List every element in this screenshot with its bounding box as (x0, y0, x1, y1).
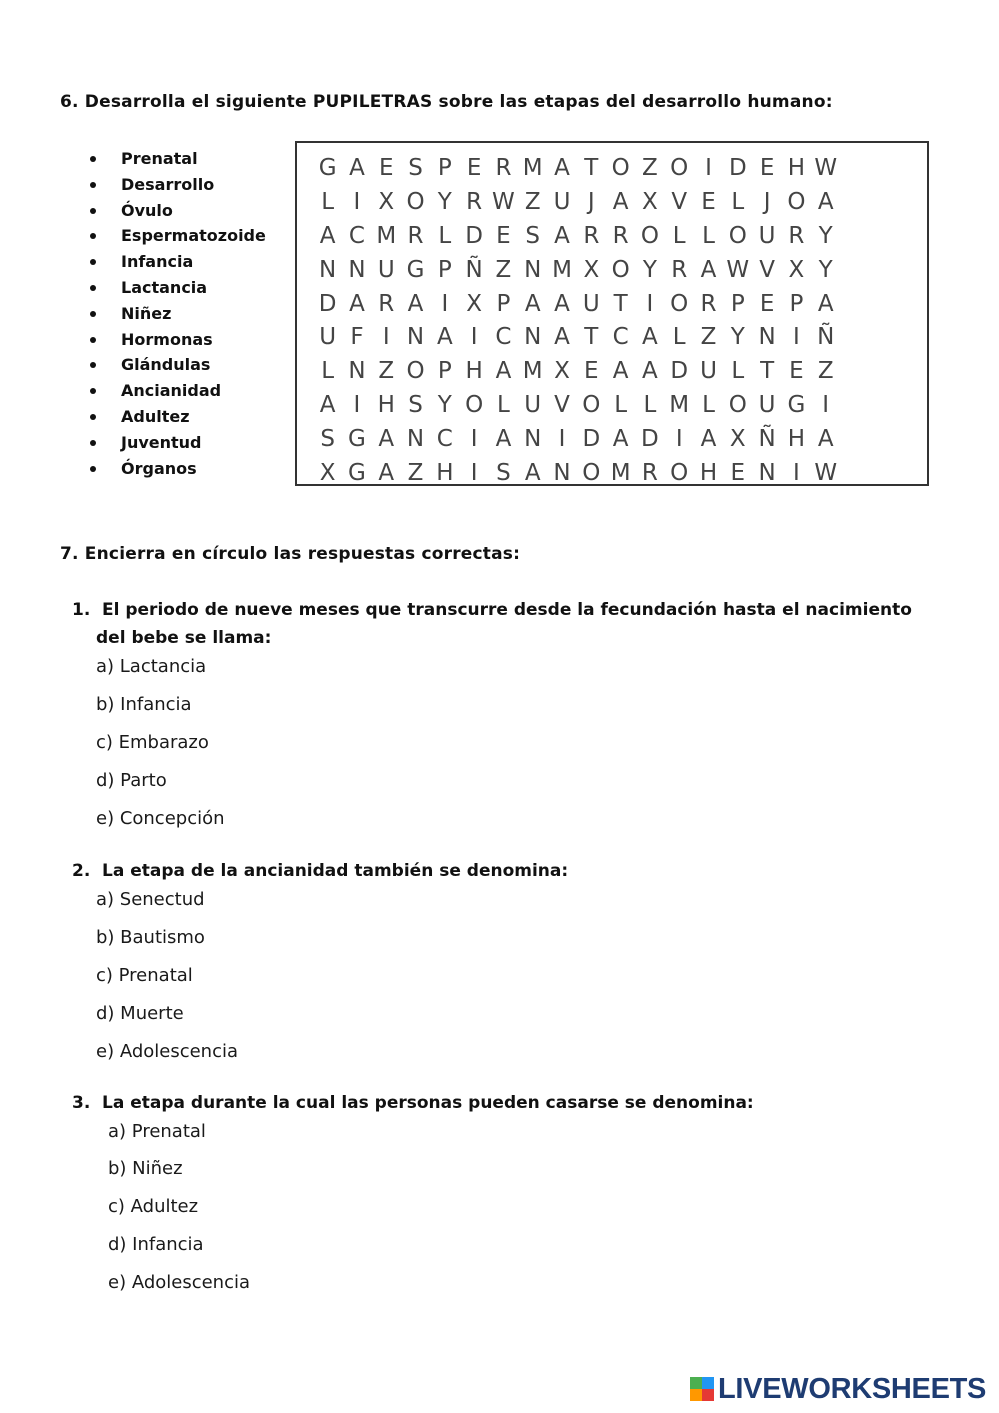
q3-option-c[interactable]: c) Adultez (108, 1196, 199, 1217)
q3-option-e[interactable]: e) Adolescencia (108, 1272, 251, 1293)
grid-cell[interactable]: L (731, 188, 745, 215)
grid-cell[interactable]: G (318, 155, 337, 181)
question-1-number: 1. (72, 600, 91, 620)
grid-cell[interactable]: U (319, 324, 337, 351)
grid-cell[interactable]: L (672, 324, 686, 351)
grid-cell[interactable]: S (408, 392, 423, 419)
grid-cell[interactable]: Y (437, 188, 452, 215)
word-list-label: Glándulas (121, 355, 211, 375)
grid-cell[interactable]: P (437, 256, 452, 283)
bullet-icon (90, 285, 96, 291)
word-list-label: Infancia (121, 252, 194, 272)
grid-cell[interactable]: A (349, 155, 365, 181)
grid-cell[interactable]: D (465, 222, 483, 249)
grid-cell[interactable]: J (587, 188, 595, 215)
grid-cell[interactable]: V (671, 188, 688, 215)
grid-cell[interactable]: U (553, 188, 571, 215)
grid-cell[interactable]: C (495, 324, 512, 351)
grid-cell[interactable]: Ñ (465, 256, 483, 283)
grid-cell[interactable]: P (730, 290, 745, 317)
grid-cell[interactable]: L (702, 222, 715, 249)
grid-cell[interactable]: A (407, 290, 424, 317)
grid-cell[interactable]: R (700, 290, 717, 317)
grid-cell[interactable]: T (584, 324, 599, 351)
liveworksheets-logo (690, 1371, 986, 1407)
grid-cell[interactable]: V (554, 392, 570, 419)
grid-cell[interactable]: I (470, 460, 478, 487)
grid-cell[interactable]: E (466, 155, 482, 181)
word-list-item (88, 249, 266, 275)
question-3-text: La etapa durante la cual las personas pueden casarse se denomina: (102, 1093, 754, 1113)
grid-cell[interactable]: X (729, 426, 746, 453)
q2-option-b[interactable]: b) Bautismo (96, 927, 205, 948)
grid-cell[interactable]: O (611, 256, 630, 283)
grid-cell[interactable]: X (378, 188, 395, 215)
grid-cell[interactable]: R (612, 222, 629, 249)
grid-cell[interactable]: H (699, 460, 718, 487)
question-3-number: 3. (72, 1093, 91, 1113)
grid-cell[interactable]: O (670, 155, 689, 181)
grid-cell[interactable]: Y (642, 256, 657, 283)
grid-cell[interactable]: O (406, 188, 425, 215)
word-list-label: Prenatal (121, 149, 198, 168)
grid-cell[interactable]: X (466, 290, 483, 317)
grid-cell[interactable]: O (670, 290, 689, 317)
q3-option-d[interactable]: d) Infancia (108, 1234, 204, 1255)
grid-cell[interactable]: A (817, 290, 834, 317)
grid-cell[interactable]: O (728, 392, 747, 419)
grid-cell[interactable]: E (378, 155, 394, 181)
section-7-heading: 7. Encierra en círculo las respuestas correctas: (60, 544, 521, 564)
grid-cell[interactable]: Z (700, 324, 717, 351)
grid-cell[interactable]: A (817, 188, 834, 215)
word-list-label: Órganos (121, 458, 197, 478)
grid-cell[interactable]: A (700, 256, 717, 283)
bullet-icon (90, 466, 96, 472)
grid-cell[interactable]: A (349, 290, 365, 317)
q1-option-d[interactable]: d) Parto (96, 770, 167, 791)
grid-cell[interactable]: I (646, 290, 654, 317)
grid-cell[interactable]: L (614, 392, 628, 419)
grid-cell[interactable]: A (642, 324, 658, 351)
grid-cell[interactable]: X (788, 256, 805, 283)
grid-row (313, 389, 927, 423)
word-list-item (88, 352, 266, 378)
grid-cell[interactable]: D (728, 155, 747, 181)
word-list-label: Óvulo (121, 200, 173, 220)
grid-cell[interactable]: S (320, 426, 335, 453)
grid-cell[interactable]: P (496, 290, 511, 317)
logo-text: LIVEWORKSHEETS (718, 1372, 987, 1405)
grid-cell[interactable]: A (524, 290, 541, 317)
grid-row (313, 321, 927, 355)
grid-cell[interactable]: I (793, 324, 800, 351)
word-list (88, 146, 266, 481)
grid-cell[interactable]: P (437, 155, 452, 181)
grid-cell[interactable]: N (524, 256, 542, 283)
grid-cell[interactable]: A (319, 392, 336, 419)
grid-cell[interactable]: A (817, 426, 834, 453)
word-list-label: Ancianidad (121, 381, 222, 401)
grid-cell[interactable]: Y (818, 222, 833, 249)
bullet-icon (90, 182, 96, 188)
grid-cell[interactable]: R (407, 222, 424, 249)
grid-cell[interactable]: D (318, 290, 337, 317)
grid-cell[interactable]: A (642, 358, 658, 385)
grid-cell[interactable]: O (670, 460, 689, 487)
grid-cell[interactable]: O (611, 155, 630, 181)
grid-cell[interactable]: A (495, 426, 512, 453)
word-list-item (88, 327, 266, 353)
grid-cell[interactable]: G (787, 392, 806, 419)
grid-cell[interactable]: X (583, 256, 600, 283)
grid-cell[interactable]: A (554, 290, 570, 317)
q2-option-c[interactable]: c) Prenatal (96, 965, 193, 986)
word-list-item (88, 301, 266, 327)
grid-cell[interactable]: M (669, 392, 690, 419)
grid-cell[interactable]: T (584, 155, 599, 181)
grid-cell[interactable]: M (552, 256, 572, 283)
bullet-icon (90, 259, 96, 265)
grid-cell[interactable]: N (348, 256, 366, 283)
grid-cell[interactable]: A (554, 155, 570, 181)
grid-cell[interactable]: M (610, 460, 631, 487)
grid-cell[interactable]: A (554, 222, 570, 249)
grid-cell[interactable]: X (554, 358, 570, 385)
grid-cell[interactable]: I (675, 426, 683, 453)
grid-cell[interactable]: U (377, 256, 395, 283)
grid-cell[interactable]: M (522, 358, 543, 385)
grid-cell[interactable]: N (319, 256, 337, 283)
grid-cell[interactable]: N (524, 324, 542, 351)
grid-row (313, 423, 927, 457)
grid-row (313, 220, 927, 254)
word-list-item (88, 430, 266, 456)
grid-cell[interactable]: A (378, 460, 395, 487)
grid-cell[interactable]: E (730, 460, 746, 487)
grid-cell[interactable]: I (353, 392, 361, 419)
q2-option-d[interactable]: d) Muerte (96, 1003, 184, 1024)
grid-cell[interactable]: Z (378, 358, 395, 385)
word-list-item (88, 456, 266, 482)
grid-cell[interactable]: A (495, 358, 512, 385)
grid-cell[interactable]: Y (818, 256, 833, 283)
grid-row (313, 288, 927, 322)
grid-cell[interactable]: U (582, 290, 600, 317)
question-1-text: El periodo de nueve meses que transcurre desde la fecundación hasta el nacimiento (102, 600, 912, 620)
grid-cell[interactable]: E (759, 290, 775, 317)
bullet-icon (90, 414, 96, 420)
question-2-number: 2. (72, 861, 91, 881)
grid-cell[interactable]: I (470, 324, 478, 351)
q3-option-b[interactable]: b) Niñez (108, 1158, 183, 1179)
grid-cell[interactable]: G (406, 256, 425, 283)
grid-cell[interactable]: M (522, 155, 543, 181)
grid-cell[interactable]: E (759, 155, 775, 181)
grid-cell[interactable]: W (726, 256, 750, 283)
grid-cell[interactable]: N (524, 426, 542, 453)
grid-cell[interactable]: L (672, 222, 686, 249)
grid-cell[interactable]: O (582, 392, 601, 419)
q3-option-a[interactable]: a) Prenatal (108, 1121, 206, 1142)
grid-cell[interactable]: R (788, 222, 805, 249)
grid-cell[interactable]: I (382, 324, 390, 351)
grid-cell[interactable]: X (319, 460, 336, 487)
grid-cell[interactable]: D (582, 426, 601, 453)
grid-cell[interactable]: W (492, 188, 515, 215)
grid-cell[interactable]: A (436, 324, 453, 351)
grid-cell[interactable]: I (793, 460, 800, 487)
grid-cell[interactable]: O (406, 358, 425, 385)
grid-cell[interactable]: I (822, 392, 830, 419)
grid-cell[interactable]: I (470, 426, 478, 453)
grid-cell[interactable]: J (763, 188, 771, 215)
word-list-label: Espermatozoide (121, 226, 266, 246)
grid-cell[interactable]: L (643, 392, 657, 419)
grid-cell[interactable]: W (814, 460, 838, 487)
grid-cell[interactable]: H (465, 358, 483, 385)
grid-cell[interactable]: R (641, 460, 658, 487)
grid-cell[interactable]: U (700, 358, 717, 385)
grid-cell[interactable]: A (319, 222, 336, 249)
grid-cell[interactable]: S (408, 155, 423, 181)
grid-cell[interactable]: A (612, 188, 629, 215)
grid-cell[interactable]: H (787, 155, 806, 181)
grid-cell[interactable]: Y (730, 324, 745, 351)
grid-cell[interactable]: G (348, 460, 366, 487)
bullet-icon (90, 156, 96, 162)
grid-cell[interactable]: P (437, 358, 452, 385)
grid-cell[interactable]: F (350, 324, 364, 351)
bullet-icon (90, 337, 96, 343)
grid-cell[interactable]: N (406, 324, 425, 351)
grid-cell[interactable]: U (524, 392, 542, 419)
grid-cell[interactable]: I (353, 188, 361, 215)
question-3 (72, 1093, 754, 1113)
grid-cell[interactable]: U (758, 392, 776, 419)
bullet-icon (90, 233, 96, 239)
grid-cell[interactable]: O (582, 460, 601, 487)
grid-cell[interactable]: Z (407, 460, 424, 487)
grid-cell[interactable]: L (438, 222, 452, 249)
grid-cell[interactable]: R (466, 188, 483, 215)
grid-cell[interactable]: O (728, 222, 747, 249)
grid-cell[interactable]: Z (524, 188, 541, 215)
grid-cell[interactable]: E (584, 358, 599, 385)
grid-cell[interactable]: L (731, 358, 745, 385)
word-list-item (88, 378, 266, 404)
grid-cell[interactable]: N (758, 324, 776, 351)
grid-cell[interactable]: H (436, 460, 454, 487)
grid-cell[interactable]: N (348, 358, 366, 385)
grid-cell[interactable]: C (612, 324, 629, 351)
grid-cell[interactable]: D (641, 426, 659, 453)
grid-cell[interactable]: T (613, 290, 628, 317)
word-list-label: Juventud (121, 432, 202, 452)
q1-option-c[interactable]: c) Embarazo (96, 732, 209, 753)
grid-cell[interactable]: W (814, 155, 838, 181)
grid-cell[interactable]: N (406, 426, 425, 453)
question-2 (72, 861, 568, 881)
grid-cell[interactable]: O (465, 392, 484, 419)
grid-cell[interactable]: O (640, 222, 659, 249)
grid-cell[interactable]: L (702, 392, 715, 419)
grid-cell[interactable]: E (789, 358, 804, 385)
grid-cell[interactable]: H (377, 392, 395, 419)
grid-cell[interactable]: R (378, 290, 395, 317)
question-2-text: La etapa de la ancianidad también se denomina: (102, 861, 569, 881)
grid-cell[interactable]: L (321, 188, 335, 215)
grid-cell[interactable]: A (612, 358, 629, 385)
grid-row (313, 457, 927, 491)
grid-row (313, 254, 927, 288)
bullet-icon (90, 208, 96, 214)
grid-cell[interactable]: D (670, 358, 689, 385)
grid-cell[interactable]: A (524, 460, 541, 487)
q2-option-e[interactable]: e) Adolescencia (96, 1041, 239, 1062)
grid-cell[interactable]: Y (437, 392, 452, 419)
word-list-label: Desarrollo (121, 174, 215, 194)
grid-cell[interactable]: C (436, 426, 453, 453)
q1-option-b[interactable]: b) Infancia (96, 694, 192, 715)
grid-cell[interactable]: G (348, 426, 366, 453)
grid-cell[interactable]: E (496, 222, 511, 249)
grid-cell[interactable]: T (760, 358, 775, 385)
bullet-icon (90, 388, 96, 394)
word-list-item (88, 172, 266, 198)
q2-option-a[interactable]: a) Senectud (96, 889, 205, 910)
grid-cell[interactable]: Ñ (817, 324, 835, 351)
grid-cell[interactable]: A (700, 426, 717, 453)
bullet-icon (90, 311, 96, 317)
grid-cell[interactable]: C (348, 222, 365, 249)
word-list-label: Adultez (121, 406, 190, 426)
grid-cell[interactable]: X (642, 188, 658, 215)
question-1 (72, 600, 912, 620)
grid-row (313, 186, 927, 220)
grid-cell[interactable]: R (583, 222, 600, 249)
liveworksheets-icon (690, 1377, 714, 1401)
word-list-item (88, 275, 266, 301)
grid-cell[interactable]: I (705, 155, 712, 181)
grid-cell[interactable]: E (701, 188, 716, 215)
grid-cell[interactable]: V (759, 256, 775, 283)
grid-cell[interactable]: R (495, 155, 512, 181)
grid-cell[interactable]: L (497, 392, 510, 419)
grid-cell[interactable]: A (378, 426, 395, 453)
grid-cell[interactable]: N (553, 460, 571, 487)
grid-cell[interactable]: A (554, 324, 570, 351)
word-list-label: Hormonas (121, 329, 213, 349)
grid-cell[interactable]: L (321, 358, 335, 385)
grid-cell[interactable]: A (612, 426, 629, 453)
grid-cell[interactable]: P (789, 290, 804, 317)
grid-cell[interactable]: N (758, 460, 776, 487)
grid-cell[interactable]: S (496, 460, 511, 487)
q1-option-e[interactable]: e) Concepción (96, 808, 225, 829)
word-list-item (88, 146, 266, 172)
word-list-label: Lactancia (121, 277, 208, 297)
grid-cell[interactable]: Z (642, 155, 658, 181)
section-6-heading: 6. Desarrolla el siguiente PUPILETRAS sobre las etapas del desarrollo humano: (60, 92, 833, 112)
grid-cell[interactable]: R (671, 256, 688, 283)
grid-cell[interactable]: I (441, 290, 449, 317)
grid-row (313, 355, 927, 389)
grid-cell[interactable]: S (525, 222, 541, 249)
grid-cell[interactable]: Z (817, 358, 834, 385)
bullet-icon (90, 440, 96, 446)
bullet-icon (90, 362, 96, 368)
grid-cell[interactable]: M (376, 222, 397, 249)
grid-cell[interactable]: H (787, 426, 806, 453)
grid-cell[interactable]: I (558, 426, 566, 453)
grid-cell[interactable]: Ñ (758, 426, 776, 453)
grid-row (313, 152, 927, 186)
word-list-item (88, 223, 266, 249)
grid-cell[interactable]: U (758, 222, 776, 249)
q1-option-a[interactable]: a) Lactancia (96, 656, 207, 677)
grid-cell[interactable]: Z (495, 256, 512, 283)
grid-cell[interactable]: O (787, 188, 806, 215)
question-1-text-line2: del bebe se llama: (96, 628, 272, 648)
word-search-grid[interactable] (295, 141, 929, 486)
word-list-label: Niñez (121, 303, 172, 323)
word-list-item (88, 404, 266, 430)
word-list-item (88, 198, 266, 224)
